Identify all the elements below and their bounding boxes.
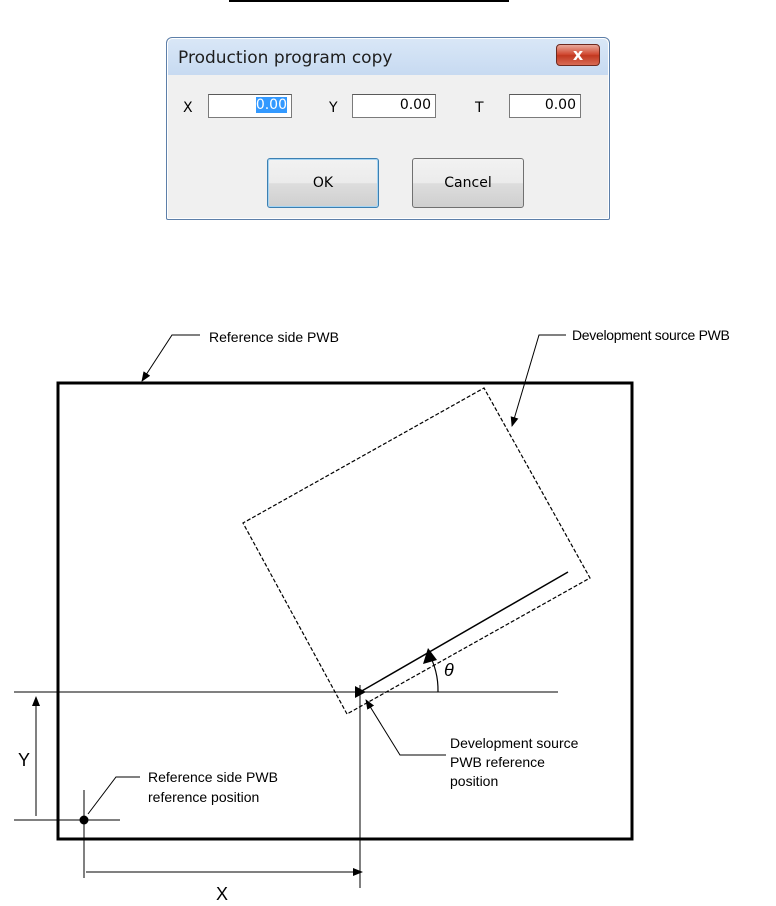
rotated-axis-line	[360, 572, 568, 692]
source-ref-pos-line-1: Development source	[450, 735, 579, 751]
y-input[interactable]: 0.00	[352, 94, 436, 118]
t-input[interactable]: 0.00	[509, 94, 581, 118]
theta-label: θ	[444, 660, 454, 680]
x-label: X	[183, 100, 193, 116]
source-pwb-outline	[243, 388, 590, 714]
x-value: 0.00	[255, 97, 287, 113]
source-ref-pos-line-3: position	[450, 773, 499, 789]
reference-position-leader	[88, 777, 140, 814]
t-label: T	[475, 100, 484, 116]
source-pwb-leader	[512, 335, 566, 426]
ref-pos-line-1: Reference side PWB	[148, 769, 278, 785]
reference-pwb-leader	[142, 335, 200, 381]
ok-button[interactable]: OK	[267, 158, 379, 208]
y-axis-label: Y	[18, 750, 31, 770]
reference-position-dot	[80, 816, 89, 825]
source-ref-leader	[366, 700, 446, 755]
source-pwb-label: Development source PWB	[572, 327, 730, 343]
x-axis-label: X	[216, 884, 229, 904]
ref-pos-line-2: reference position	[148, 789, 260, 805]
close-icon: x	[572, 45, 584, 64]
cancel-button[interactable]: Cancel	[412, 158, 524, 208]
reference-pwb-outline	[58, 383, 632, 839]
dialog-title: Production program copy	[178, 48, 393, 68]
angle-arrow-icon	[423, 648, 437, 664]
source-ref-pos-line-2: PWB reference	[450, 754, 545, 770]
y-label: Y	[329, 100, 338, 116]
reference-pwb-label: Reference side PWB	[209, 329, 339, 345]
